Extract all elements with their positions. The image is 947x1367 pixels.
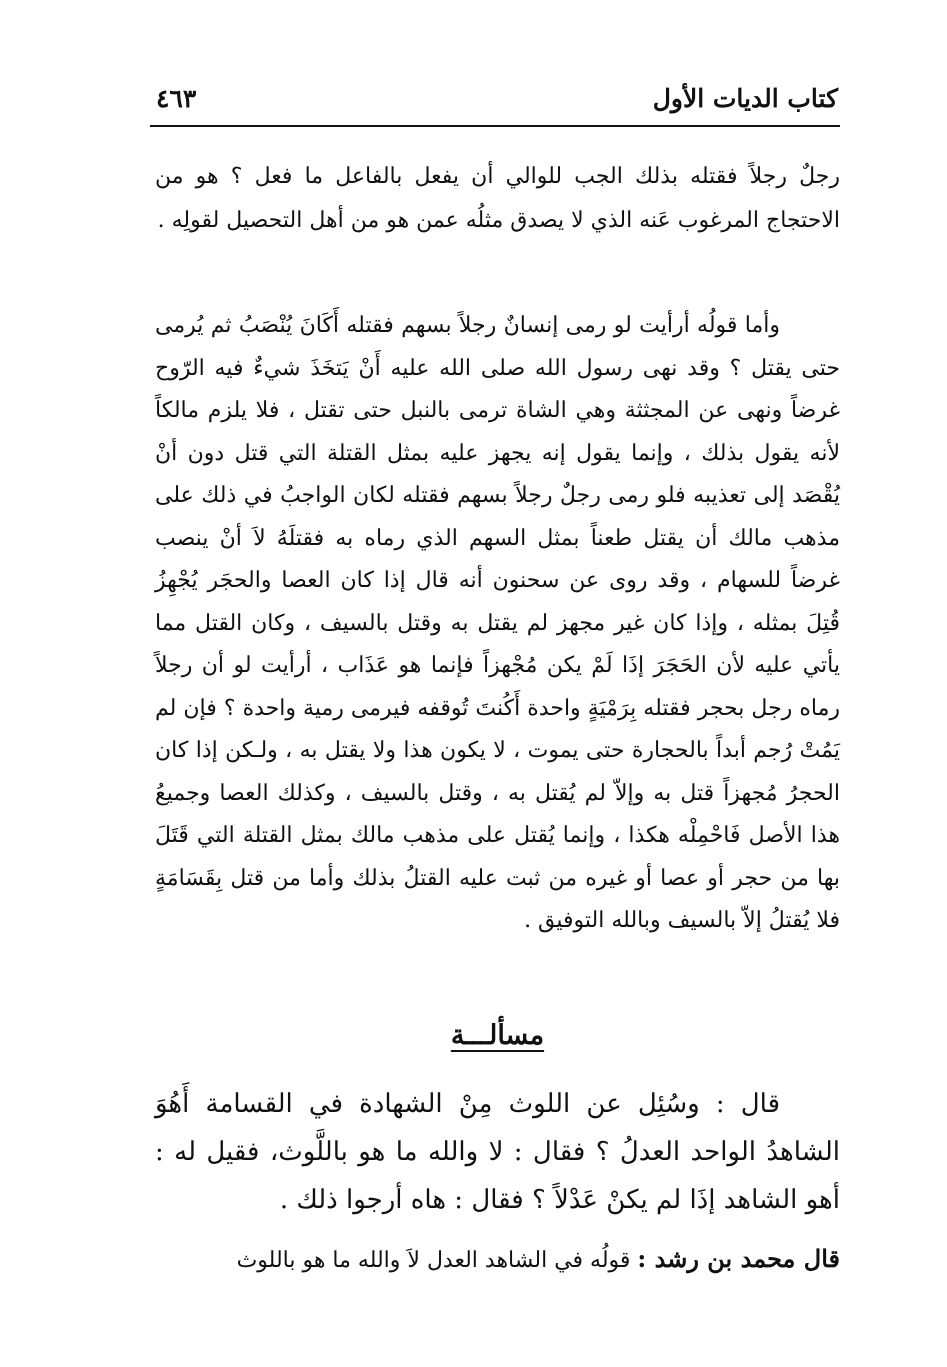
section-heading xyxy=(155,1020,840,1051)
commentary-speaker: قال محمد بن رشد : xyxy=(637,1244,840,1273)
paragraph-text: وأما قولُه أرأيت لو رمى إنسانٌ رجلاً بسهم فقتله أَكَانَ يُنْصَبُ ثم يُرمى حتى يقتل ؟ وقد نهى رسول الله صلى الله عليه أَنْ يَتخَذَ شيءٌ فيه الرّوح غرضاً ونهى عن المجثثة وهي الشاة ترمى بالنبل حتى تقتل ، فلا يلزم مالكاً لأنه يقول بذلك ، وإنما يقول إنه يجهز عليه بمثل القتلة التي قتل دون أنْ يُقْصَد إلى تعذيبه فلو رمى رجلٌ رجلاً بسهم فقتله لكان الواجبُ في ذلك على مذهب مالك أن يقتل طعناً بمثل السهم الذي رماه به فقتلَهُ لاَ أنْ ينصب غرضاً للسهام ، وقد روى عن سحنون أنه قال إذا كان العصا والحجَر يُجْهِزُ قُتِلَ بمثله ، وإذا كان غير مجهز لم يقتل به وقتل بالسيف ، وكان القتل مما يأتي عليه لأن الحَجَرَ إذَا لَمْ يكن مُجْهزاً فإنما هو عَذَاب ، أرأيت لو أن رجلاً رماه رجل بحجر فقتله بِرَمْيَةٍ واحدة أَكُنتَ تُوقفه فيرمى رمية واحدة ؟ فإن لم يَمُتْ رُجم أبداً بالحجارة حتى يموت ، لا يكون هذا ولا يقتل به ، ولـكن إذا كان الحجرُ مُجهزاً قتل به وإلاّ لم يُقتل به ، وقتل بالسيف ، وكذلك العصا وجميعُ هذا الأصل فَاحْمِلْه هكذا ، وإنما يُقتل على مذهب مالك بمثل القتلة التي قَتَلَ بها من حجر أو عصا أو غيره من ثبت عليه القتلُ بذلك وأما من قتل بِقَسَامَةٍ فلا يُقتلُ إلاّ بالسيف وبالله التوفيق . xyxy=(155,313,840,933)
header-divider xyxy=(150,125,840,127)
commentary-text: قولُه في الشاهد العدل لاَ والله ما هو باللوث xyxy=(236,1248,631,1273)
body-paragraph-2 xyxy=(155,305,840,943)
question-paragraph xyxy=(155,1080,840,1224)
running-title: كتاب الديات الأول xyxy=(652,84,838,113)
paragraph-text: رجلٌ رجلاً فقتله بذلك الجب للوالي أن يفعل بالفاعل ما فعل ؟ هو من الاحتجاج المرغوب عَنه الذي لا يصدق مثلُه عمن هو من أهل التحصيل لقولِه . xyxy=(155,164,840,233)
body-paragraph-1 xyxy=(155,155,840,242)
page-header xyxy=(150,80,838,120)
question-text: قال : وسُئِل عن اللوث مِنْ الشهادة في القسامة أَهُوَ الشاهدُ الواحد العدلُ ؟ فقال : لا والله ما هو باللَّوث، فقيل له : أهو الشاهد إذَا لم يكنْ عَدْلاً ؟ فقال : هاه أرجوا ذلك . xyxy=(155,1089,840,1215)
section-heading-text: مسألـــة xyxy=(450,1020,545,1051)
page-number: ٤٦٣ xyxy=(156,84,197,113)
commentary-paragraph xyxy=(155,1238,840,1282)
